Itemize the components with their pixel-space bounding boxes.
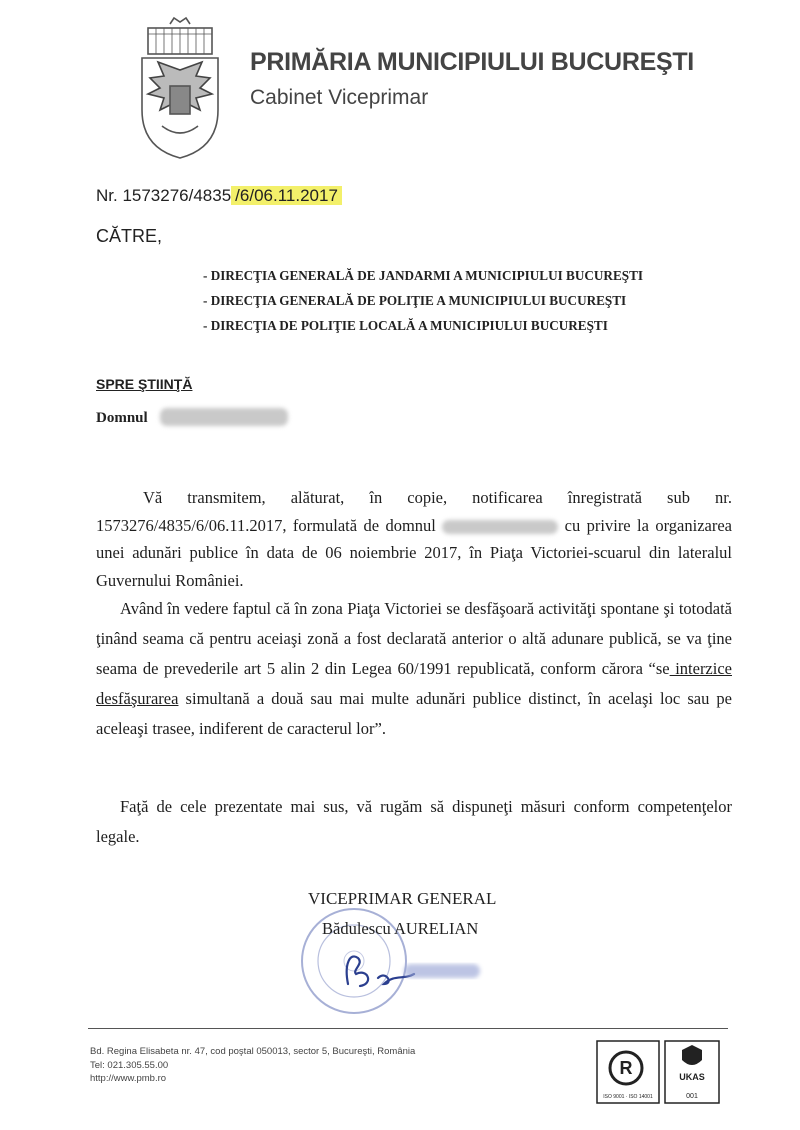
institution-title: PRIMĂRIA MUNICIPIULUI BUCUREŞTI bbox=[250, 48, 694, 76]
cc-heading: SPRE ŞTIINŢĂ bbox=[96, 376, 193, 392]
institution-subtitle: Cabinet Viceprimar bbox=[250, 86, 429, 109]
signatory-title: VICEPRIMAR GENERAL bbox=[308, 889, 497, 908]
paragraph-text: Vă transmitem, alăturat, în copie, notificarea înregistrată sub nr. 1573276/4835/6/06.11.2017, formulată de domnul bbox=[96, 488, 732, 535]
ukas-number: 001 bbox=[686, 1093, 698, 1100]
svg-text:R: R bbox=[619, 1058, 633, 1078]
reference-highlighted-date: /6/06.11.2017 bbox=[231, 186, 342, 205]
paragraph-notification bbox=[96, 484, 732, 594]
footer-website: http://www.pmb.ro bbox=[90, 1073, 167, 1084]
coat-of-arms-logo bbox=[132, 14, 228, 164]
cert-iso-text: ISO 9001 · ISO 14001 bbox=[603, 1094, 653, 1100]
redacted-name bbox=[160, 408, 288, 426]
underlined-phrase: interzice desfăşurarea bbox=[96, 659, 732, 708]
recipient-line: - DIRECŢIA GENERALĂ DE POLIŢIE A MUNICIPIULUI BUCUREŞTI bbox=[203, 293, 627, 308]
redacted-name-inline bbox=[442, 520, 558, 534]
recipient-line: - DIRECŢIA GENERALĂ DE JANDARMI A MUNICIPIULUI BUCUREŞTI bbox=[203, 268, 644, 283]
footer-phone: Tel: 021.305.55.00 bbox=[90, 1060, 169, 1071]
paragraph-text: Având în vedere faptul că în zona Piaţa Victoriei se desfăşoară activităţi spontane şi totodată ţinând seama că pentru aceiaşi zonă a fost declarată anterior o altă adunare publică, se va ţine seama de prevederile art 5 alin 2 din Legea 60/1991 republicată, conform cărora “se bbox=[96, 599, 732, 678]
paragraph-request: Faţă de cele prezentate mai sus, vă rugăm să dispuneţi măsuri conform competenţelor legale. bbox=[96, 797, 732, 846]
footer-address: Bd. Regina Elisabeta nr. 47, cod poştal 050013, sector 5, Bucureşti, România bbox=[90, 1046, 416, 1057]
certification-logo-icon bbox=[596, 1040, 660, 1104]
cc-recipient: Domnul bbox=[96, 410, 148, 426]
recipient-line: - DIRECŢIA DE POLIŢIE LOCALĂ A MUNICIPIULUI BUCUREŞTI bbox=[203, 318, 608, 333]
handwritten-signature bbox=[334, 944, 484, 994]
reference-number bbox=[96, 186, 342, 206]
paragraph-legal-basis bbox=[96, 594, 732, 744]
ukas-accreditation-icon bbox=[664, 1040, 720, 1104]
paragraph-text: simultană a două sau mai multe adunări publice distinct, în acelaşi loc sau pe aceleaşi trasee, indiferent de caracterul lor”. bbox=[96, 689, 732, 738]
paragraph-text: cu privire la organizarea unei adunări publice în data de 06 noiembrie 2017, în Piaţa Victoriei-scuarul din lateralul Guvernului României. bbox=[96, 515, 732, 590]
footer-divider bbox=[88, 1028, 728, 1029]
addressee-heading: CĂTRE, bbox=[96, 226, 163, 246]
reference-base: Nr. 1573276/4835 bbox=[96, 186, 232, 205]
ukas-text: UKAS bbox=[679, 1072, 705, 1082]
signatory-name: Bădulescu AURELIAN bbox=[322, 919, 479, 938]
